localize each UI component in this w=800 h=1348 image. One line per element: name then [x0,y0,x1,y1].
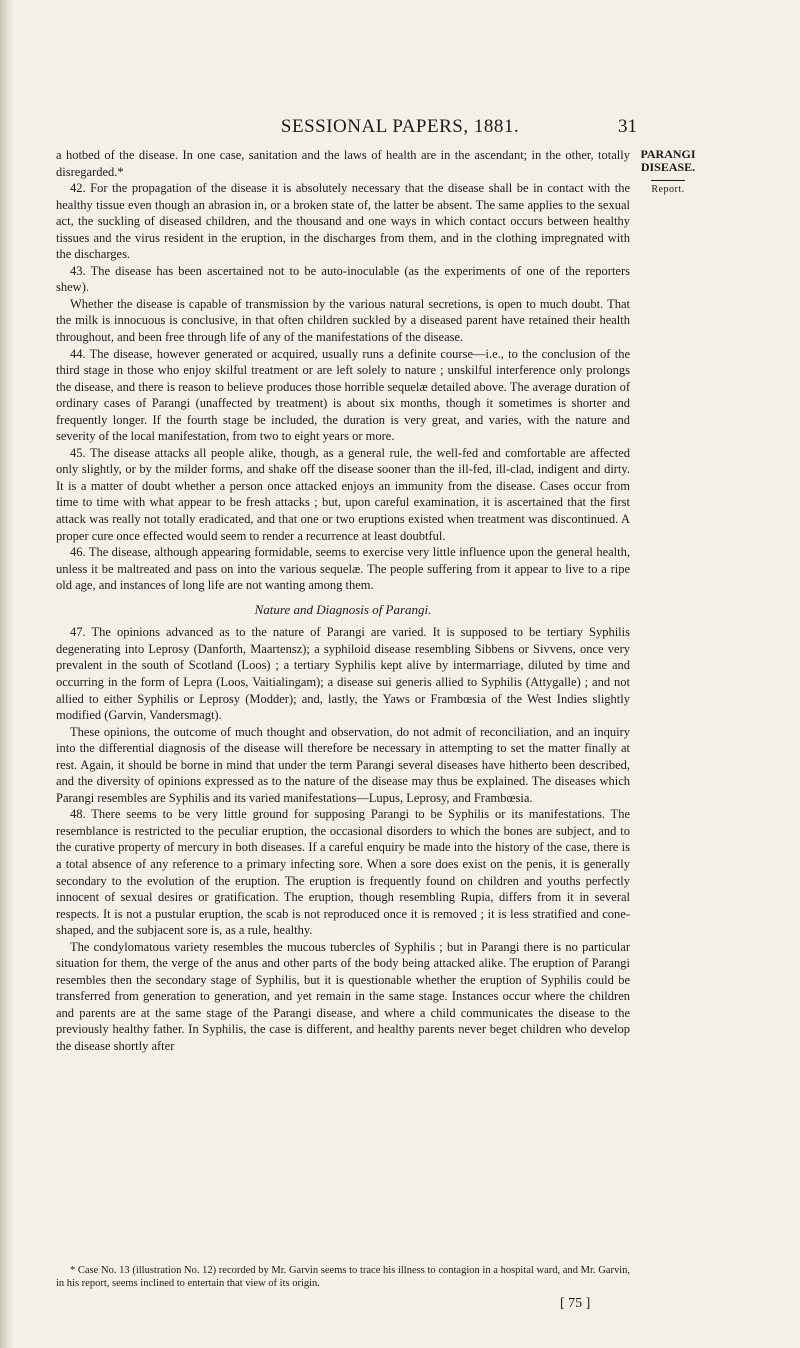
sequence-page-number: [ 75 ] [560,1296,591,1311]
footnote [56,1264,630,1290]
paragraph: 47. The opinions advanced as to the nature of Parangi are varied. It is supposed to be tertiary Syphilis degenerating into Leprosy (Danforth, Maartensz); a syphiloid disease resembling Sibbens or Sivvens, once very prevalent in the south of Scotland (Loos) ; a tertiary Syphilis kept alive by intermarriage, diluted by time and occurring in the form of Lepra (Loos, Vaitialingam); a disease sui generis allied to Syphilis (Attygalle) ; and not allied to either Syphilis or Leprosy (Modder); and, lastly, the Yaws or Frambœsia of the West Indies slightly modified (Garvin, Vandersmagt). [56,625,630,723]
paragraph: a hotbed of the disease. In one case, sanitation and the laws of health are in the ascendant; in the other, totally disregarded.* [56,148,630,179]
header-page-number: 31 [618,116,637,137]
paragraph: 43. The disease has been ascertained not to be auto-inoculable (as the experiments of one of the reporters shew). [56,263,630,295]
paragraph: 48. There seems to be very little ground for supposing Parangi to be Syphilis or its manifestations. The resemblance is restricted to the peculiar eruption, the occasional disorders to which the bones are subject, and to the curative property of mercury in both diseases. If a careful enquiry be made into the history of the case, there is a total absence of any reference to a primary infecting sore. When a sore does exist on the penis, it is generally secondary to the evolution of the eruption. The eruption is frequently found on children and youths perfectly innocent of sexual desires or gratification. The eruption, though resembling Rupia, differs from it in several respects. It is not a pustular eruption, the scab is not reproduced once it is removed ; it is less stratified and cone-shaped, and the subjacent sore is, as a rule, healthy. [56,807,630,938]
paragraph: 42. For the propagation of the disease it is absolutely necessary that the disease shall be in contact with the healthy tissue even though an abrasion in, or a broken state of, the latter be absent. The same applies to the sexual act, the suckling of diseased children, and the thousand and one ways in which contact occurs between healthy tissues and the virus resident in the eruption, in the discharges from them, and in the clothing impregnated with the discharges. [56,181,630,262]
margin-note-line1: PARANGI [640,147,696,161]
paragraph: 44. The disease, however generated or acquired, usually runs a definite course—i.e., to the conclusion of the third stage in those who enjoy skilful treatment or are left solely to nature ; unskilful interference only prolongs the disease, and there is reason to believe produces those horrible sequelæ detailed above. The average duration of ordinary cases of Parangi (unaffected by treatment) is about six months, though it sometimes is shorter and frequently longer. If the fourth stage be included, the duration is very great, and varies, with the nature and severity of the local manifestation, from two to eight years or more. [56,346,630,444]
running-head [0,116,800,140]
margin-note-report: Report. [651,180,684,196]
page-binding-edge [0,0,14,1348]
header-title: SESSIONAL PAPERS, 1881. [280,116,520,137]
paragraph: Whether the disease is capable of transmission by the various natural secretions, is open to much doubt. That the milk is innocuous is conclusive, in that often children suckled by a diseased parent have retained their health throughout, and been free through life of any of the manifestations of the disease. [56,296,630,345]
paragraph: The condylomatous variety resembles the mucous tubercles of Syphilis ; but in Parangi there is no particular situation for them, the verge of the anus and other parts of the body being attacked alike. The eruption of Parangi resembles then the secondary stage of Syphilis, but it is questionable whether the eruption of Syphilis could be transferred from generation to generation, and yet remain in the same stage. Instances occur where the children and parents are at the same stage of the Parangi disease, and where a child communicates the disease to the previously healthy father. In Syphilis, the case is different, and healthy parents never beget children who develop the disease shortly after [56,939,630,1053]
paragraph: 45. The disease attacks all people alike, though, as a general rule, the well-fed and comfortable are affected only slightly, or by the milder forms, and shake off the disease sooner than the ill-fed, ill-clad, indigent and dirty. It is a matter of doubt whether a person once attacked enjoys an immunity from the disease. Cases occur from time to time with what appear to be fresh attacks ; but, upon careful examination, it is ascertained that the first attack was really not totally eradicated, and that one or two eruptions existed when treatment was discontinued. A proper cure once effected would seem to render a recurrence at least doubtful. [56,445,630,543]
paragraph: These opinions, the outcome of much thought and observation, do not admit of reconciliation, and an inquiry into the differential diagnosis of the disease will therefore be necessary in attempting to set the matter finally at rest. Again, it should be borne in mind that under the term Parangi several diseases have hitherto been described, and the diversity of opinions expressed as to the nature of the disease may thus be explained. The diseases which Parangi resembles are Syphilis and its varied manifestations—Lupus, Leprosy, and Frambœsia. [56,724,630,805]
section-heading: Nature and Diagnosis of Parangi. [254,601,432,617]
margin-note [638,148,698,196]
margin-note-line2: DISEASE. [640,160,696,174]
paragraph: 46. The disease, although appearing formidable, seems to exercise very little influence upon the general health, unless it be maltreated and pass on into the various sequelæ. The people suffering from it appear to live to a ripe old age, and instances of long life are not wanting among them. [56,545,630,593]
body-text [56,147,630,1055]
footnote-text: * Case No. 13 (illustration No. 12) recorded by Mr. Garvin seems to trace his illness to contagion in a hospital ward, and Mr. Garvin, in his report, seems inclined to entertain that view of its origin. [56,1265,630,1289]
